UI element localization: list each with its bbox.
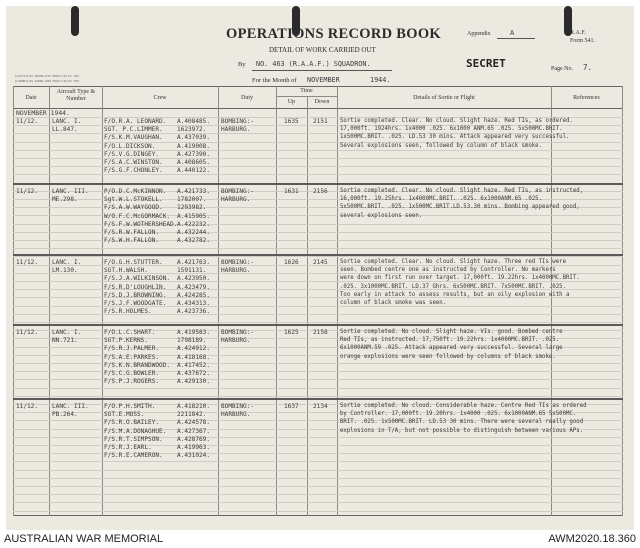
details-line: Sortie completed. Clear. No cloud. Slight haze. Red TIs, as instructed, xyxy=(340,188,584,194)
crew-number: 1798189. xyxy=(177,337,207,345)
crew-name: F/S.J.A.WILKINSON. xyxy=(104,275,171,283)
binder-hole xyxy=(71,6,79,36)
crew-number: A.424578. xyxy=(177,419,211,427)
details-line: column of black smoke was seen. xyxy=(340,300,447,306)
time-down: 2134 xyxy=(313,403,328,410)
crew-name: F/S.R.J.PALMER. xyxy=(104,345,160,353)
sortie-date: 11/12. xyxy=(16,259,39,266)
month-heading: NOVEMBER 1944. xyxy=(16,109,70,117)
duty-line: BOMBING:- xyxy=(221,403,255,410)
crew-name: F/S.R.O.BAILEY. xyxy=(104,419,160,427)
details-line: BRIT. .025. 1x500MC.BRIT. LD.53 30 mins. There were several really good xyxy=(340,419,584,426)
crew-number: A.437039. xyxy=(177,134,211,142)
crew-number: 1293982. xyxy=(177,204,207,212)
crew-name: F/O.P.H.SMITH. xyxy=(104,403,156,410)
sortie-date: 11/12. xyxy=(16,188,39,195)
archive-reference: AWM2020.18.360 xyxy=(548,533,636,545)
crew-name: F/S.K.N.BRANDWOOD. xyxy=(104,361,171,369)
column-header-down: Down xyxy=(314,99,330,105)
crew-name: F/S.P.J.ROGERS. xyxy=(104,378,160,386)
crew-name: F/S.A.E.PARKES. xyxy=(104,353,160,361)
aircraft-line: LANC. I. xyxy=(52,118,82,125)
details-line: Sortie completed. Clear. No cloud. Slight haze. Three red TIs were xyxy=(340,259,566,265)
crew-name: W/O.F.C.McGORMACK. xyxy=(104,212,171,220)
crew-number: A.424912. xyxy=(177,345,211,353)
time-down: 2151 xyxy=(313,118,328,125)
duty-line: HARBURG. xyxy=(221,411,251,419)
crew-number: A.423479. xyxy=(177,283,211,291)
details-line: by Controller. 17,000ft. 19.20hrs. 1x4000 .025. 6x1000ANM.65 5x500MC. xyxy=(340,411,577,418)
crew-name: F/S.K.M.VAUGHAN. xyxy=(104,134,163,142)
printer-note: (C45752) Wt. 30059-3733 700m 7/43 T.S. 700 xyxy=(15,74,79,78)
crew-number: A.417452. xyxy=(177,361,211,369)
archive-name: AUSTRALIAN WAR MEMORIAL xyxy=(4,533,164,545)
crew-number: A.431024. xyxy=(177,452,211,460)
form-subtitle: DETAIL OF WORK CARRIED OUT xyxy=(269,46,376,54)
crew-name: F/S.J.F.WOODGATE. xyxy=(104,300,167,307)
squadron-name: NO. 463 (R.A.A.F.) SQUADRON. xyxy=(256,60,371,68)
duty-line: HARBURG. xyxy=(221,267,251,275)
crew-name: F/S.R.T.SIMPSON. xyxy=(104,435,163,443)
aircraft-line: NN.721. xyxy=(52,337,78,345)
details-line: .025. 3x1000MC.BRIT. LD.37 Ghrs. 6x500MC.BRIT. 7x500MC.BRIT. .025. xyxy=(340,283,566,290)
details-line: Too early in attack to assess results, but an oily explosion with a xyxy=(340,291,570,298)
details-line: 17,000ft. 1924hrs. 1x4000 .025. 6x1000 ANM.65 .025. 5x500MC.BRIT. xyxy=(340,126,563,133)
secret-stamp: SECRET xyxy=(466,57,506,70)
crew-name: F/S.V.G.DINGEY. xyxy=(104,150,160,158)
crew-name: F/S.R.W.FALLON. xyxy=(104,229,160,236)
column-header-references: References xyxy=(573,95,600,101)
crew-name: F/S.C.G.BOWLER. xyxy=(104,370,160,377)
crew-name: F/S.R.J.EARL. xyxy=(104,444,152,451)
crew-number: A.424285. xyxy=(177,291,211,299)
month-label: For the Month of xyxy=(252,77,297,84)
time-up: 1625 xyxy=(284,329,299,336)
column-header-time: Time xyxy=(300,88,313,94)
aircraft-line: PB.264. xyxy=(52,411,78,419)
crew-name: F/S.A.C.WINSTON. xyxy=(104,159,163,166)
crew-number: A.421733. xyxy=(177,188,211,195)
column-header-date: Date xyxy=(25,95,37,101)
crew-name: F/O.R.A. LEONARD. xyxy=(104,118,167,125)
crew-name: F/S.R.HOLMES. xyxy=(104,308,152,316)
crew-name: F/S.M.A.DONAGHUE. xyxy=(104,427,167,435)
page-label: Page No. xyxy=(551,66,573,72)
details-line: Sortie completed. Clear. No cloud. Slight haze. Red TIs, as ordered. xyxy=(340,118,573,124)
time-up: 1631 xyxy=(284,188,299,195)
aircraft-line: LANC. I. xyxy=(52,329,82,336)
crew-number: 1782007. xyxy=(177,196,207,204)
crew-number: A.423736. xyxy=(177,308,211,316)
crew-name: P/O.D.C.McKINNON. xyxy=(104,188,167,195)
crew-name: F/S.F.W.WOTHERSHEAD. xyxy=(104,220,178,228)
crew-number: A.419963. xyxy=(177,444,211,451)
crew-name: SGT. P.C.LIMMER. xyxy=(104,126,163,134)
details-line: explosions in T/A, but not possible to distinguish between various APs. xyxy=(340,427,584,434)
sortie-date: 11/12. xyxy=(16,403,39,410)
time-up: 1626 xyxy=(284,259,299,266)
duty-line: BOMBING:- xyxy=(221,188,255,195)
crew-name: F/O.L.C.SHART. xyxy=(104,329,156,336)
details-line: orange explosions were seen followed by columns of black smoke. xyxy=(340,353,556,360)
details-line: 6x1000ANM.59 .025. Attack appeared very successful. Several large xyxy=(340,345,563,352)
year-value: 1944. xyxy=(370,76,391,84)
by-label: By xyxy=(238,61,246,68)
crew-number: A.429130. xyxy=(177,378,211,386)
details-line: were down on first run over target. 17,000ft. 19.22hrs. 1x4000MC.BRIT. xyxy=(340,275,580,282)
crew-number: 1623972. xyxy=(177,126,207,134)
column-header-details: Details of Sortie or Flight xyxy=(413,95,475,101)
details-line: Sortie completed. No cloud. Considerable haze. Centre Red TIs as ordered xyxy=(340,403,587,409)
crew-number: A.419583. xyxy=(177,329,211,336)
crew-number: A.418210. xyxy=(177,403,211,410)
crew-name: F/O.G.H.STUTTER. xyxy=(104,259,163,266)
crew-number: A.440122. xyxy=(177,167,211,175)
time-down: 2158 xyxy=(313,329,328,336)
crew-name: F/S.A.W.WAYGOOD. xyxy=(104,204,163,212)
crew-name: F/O.L.DICKSON. xyxy=(104,142,156,150)
sortie-date: 11/12. xyxy=(16,329,39,336)
details-line: 1x500MC.BRIT. .025. LD.53 30 mins. Attack appeared very successful. xyxy=(340,134,570,141)
aircraft-line: LANC. I. xyxy=(52,259,82,266)
crew-name: SGT.E.MOSS. xyxy=(104,411,145,419)
duty-line: HARBURG. xyxy=(221,126,251,134)
crew-number: A.408605. xyxy=(177,159,211,166)
crew-number: A.432244. xyxy=(177,229,211,236)
crew-number: A.427367. xyxy=(177,427,211,435)
details-line: 5x500MC.BRIT. .025. 1x500MC.BRIT.LD.53.30 mins. Bombing appeared good, xyxy=(340,204,580,211)
printer-note: (C46802) Wt. 42000-1464 750m 7/43 T.S. 700 xyxy=(15,79,79,83)
crew-number: A.428769. xyxy=(177,435,211,443)
column-header-aircraft: Aircraft Type & Number xyxy=(56,89,96,102)
aircraft-line: LM.130. xyxy=(52,267,78,275)
crew-number: A.408485. xyxy=(177,118,211,125)
details-line: several explosions seen. xyxy=(340,212,423,219)
sortie-date: 11/12. xyxy=(16,118,39,125)
details-line: Several explosions seen, followed by column of black smoke. xyxy=(340,142,543,149)
time-up: 1635 xyxy=(284,118,299,125)
appendix-label: Appendix xyxy=(467,31,491,37)
time-up: 1637 xyxy=(284,403,299,410)
crew-name: F/S.R.E.CAMERON. xyxy=(104,452,163,460)
crew-number: A.421763. xyxy=(177,259,211,266)
aircraft-line: LANC. III. xyxy=(52,403,89,410)
aircraft-line: LANC. III. xyxy=(52,188,89,195)
crew-name: F/S.G.F.CHONLEY. xyxy=(104,167,163,175)
crew-name: SGT.P.KERNS. xyxy=(104,337,149,345)
duty-line: BOMBING:- xyxy=(221,329,255,336)
crew-number: 1591131. xyxy=(177,267,207,275)
crew-number: A.437672. xyxy=(177,370,211,377)
time-down: 2145 xyxy=(313,259,328,266)
crew-number: A.423950. xyxy=(177,275,211,283)
crew-number: A.434313. xyxy=(177,300,211,307)
column-header-up: Up xyxy=(287,99,296,105)
archive-footer xyxy=(0,530,640,548)
crew-name: SGT.H.WALSH. xyxy=(104,267,149,275)
crew-number: A.422232. xyxy=(177,220,211,228)
crew-number: A.427390. xyxy=(177,150,211,158)
crew-name: F/S.W.H.FALLON. xyxy=(104,237,160,245)
crew-number: A.432782. xyxy=(177,237,211,245)
duty-line: HARBURG. xyxy=(221,337,251,345)
crew-number: A.415905. xyxy=(177,212,211,220)
crew-name: Sgt.W.L.STOKELL. xyxy=(104,196,163,204)
duty-line: BOMBING:- xyxy=(221,259,255,266)
duty-line: HARBURG. xyxy=(221,196,251,204)
column-header-crew: Crew xyxy=(153,95,167,101)
column-header-duty: Duty xyxy=(241,95,253,101)
crew-number: 2211842. xyxy=(177,411,207,419)
duty-line: BOMBING:- xyxy=(221,118,255,125)
appendix-value: A xyxy=(510,29,515,37)
aircraft-line: ME.298. xyxy=(52,196,78,204)
crew-name: F/S.R.D'LOUGHLIN. xyxy=(104,283,167,291)
crew-name: F/S.D.J.BROWNING. xyxy=(104,291,167,299)
details-line: 16,000ft. 19.25hrs. 1x4000MC.BRIT. .025. 6x1000ANM.65 .025. xyxy=(340,196,543,203)
month-value: NOVEMBER xyxy=(307,76,340,84)
aircraft-line: LL.847. xyxy=(52,126,78,134)
page-number: 7. xyxy=(583,63,593,72)
crew-number: A.418168. xyxy=(177,353,211,361)
form-ref-2: Form 541. xyxy=(570,38,596,44)
form-ref-1: R.A.F. xyxy=(570,30,586,36)
form-title: OPERATIONS RECORD BOOK xyxy=(226,26,441,42)
crew-number: A.419008. xyxy=(177,142,211,150)
details-line: Red TIs, as instructed. 17,750ft. 19.22hrs. 1x4000MC.BRIT. .025. xyxy=(340,337,560,344)
details-line: seen. Bombed centre one as instructed by Controller. No markers xyxy=(340,267,556,274)
time-down: 2156 xyxy=(313,188,328,195)
details-line: Sortie completed. No cloud. Slight haze. VIs. good. Bombed centre xyxy=(340,329,563,335)
